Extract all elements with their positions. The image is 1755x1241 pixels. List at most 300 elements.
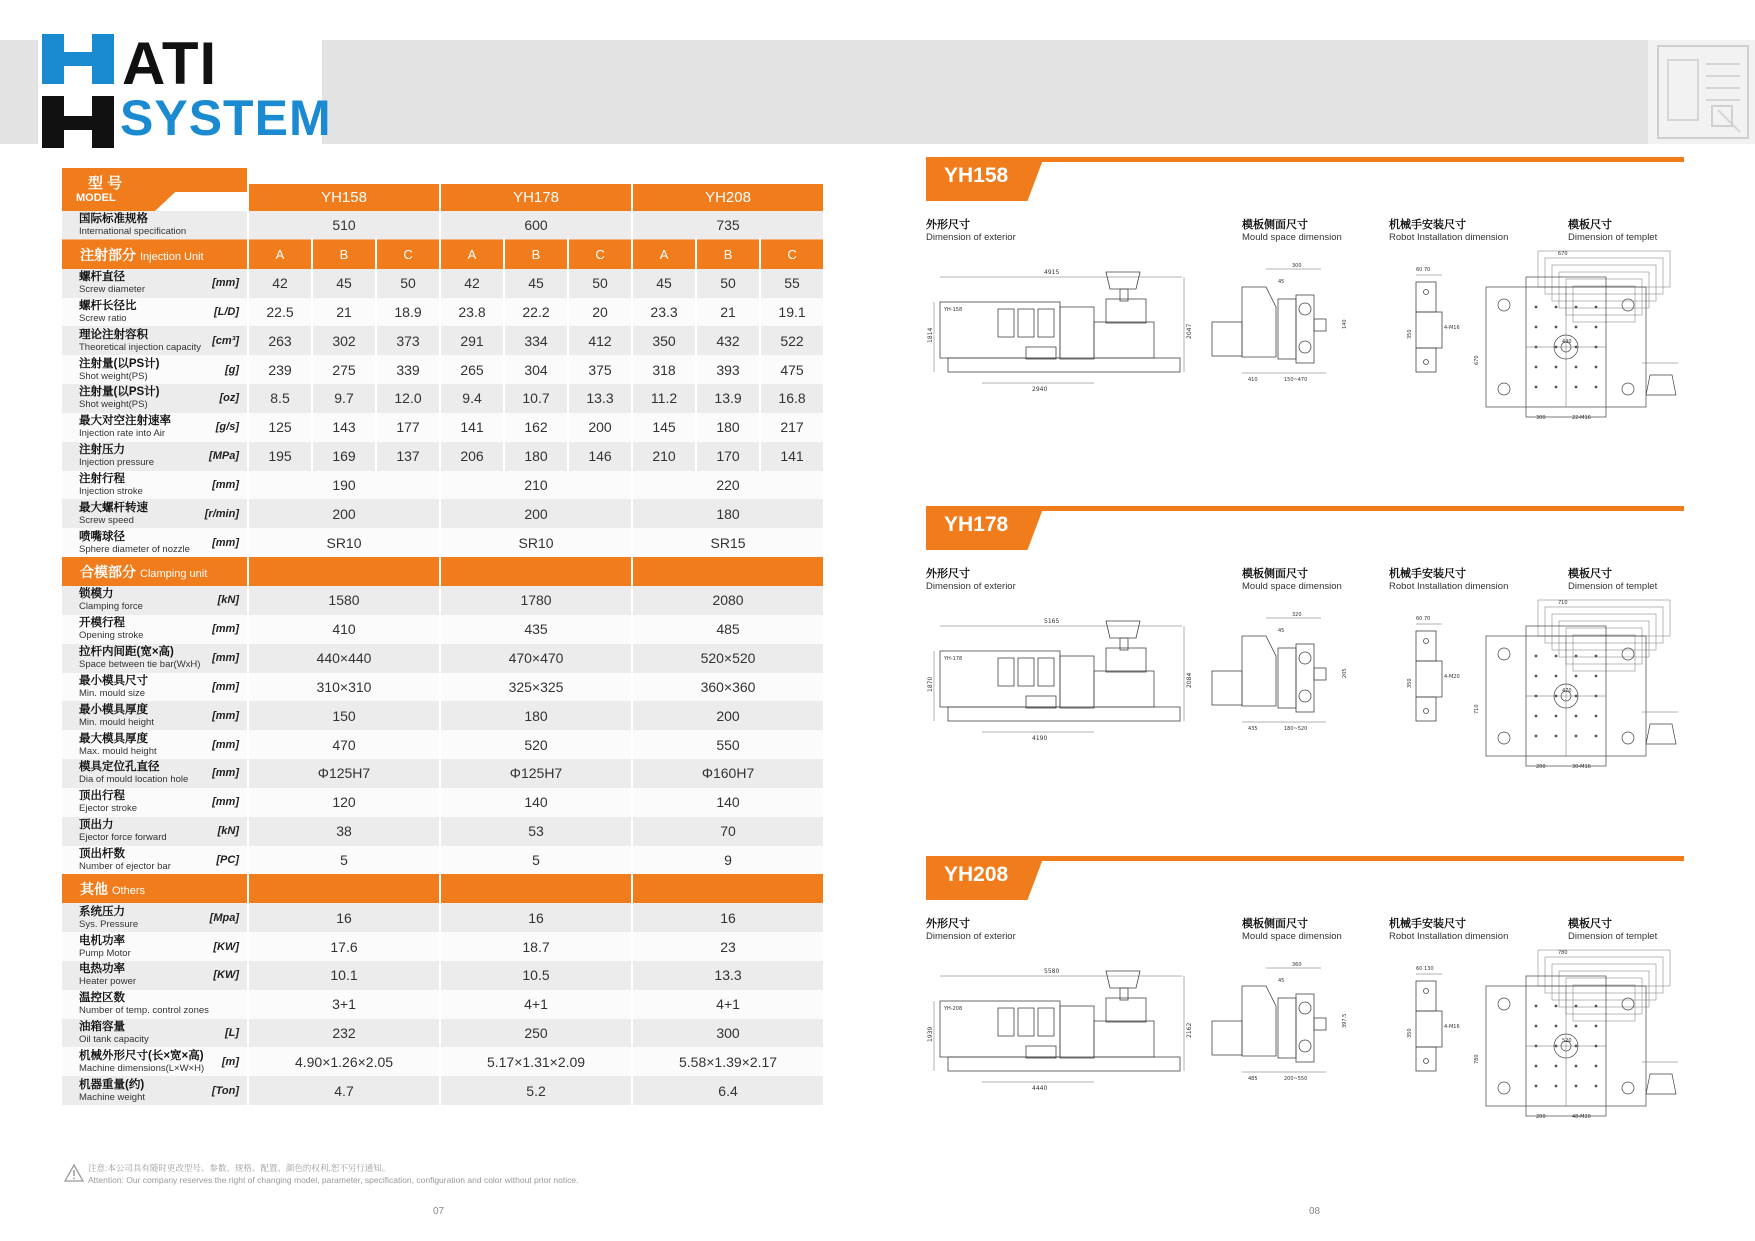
table-cell: 180 — [440, 701, 632, 730]
table-cell: 522 — [760, 326, 824, 355]
technical-drawing — [926, 596, 1686, 796]
label-en: Shot weight(PS) — [79, 370, 148, 382]
caption-en: Robot Installation dimension — [1389, 581, 1509, 592]
table-cell: 190 — [248, 471, 440, 500]
label-en: Min. mould height — [79, 716, 154, 728]
unit-label: [g/s] — [215, 421, 239, 434]
label-en: Space between tie bar(WxH) — [79, 659, 201, 671]
variant-label: B — [312, 240, 376, 269]
unit-label: [kN] — [217, 594, 239, 607]
table-cell: 1580 — [248, 586, 440, 615]
section-row-clamping — [62, 557, 824, 586]
caption-cn: 外形尺寸 — [926, 918, 970, 930]
table-cell: SR10 — [440, 528, 632, 557]
row-label — [62, 846, 248, 875]
label-cn: 喷嘴球径 — [79, 530, 125, 543]
caption-en: Dimension of exterior — [926, 581, 1016, 592]
table-cell: 5.2 — [440, 1076, 632, 1105]
caption-mould_space — [1242, 918, 1342, 943]
table-cell: 200 — [568, 413, 632, 442]
table-cell: 520×520 — [632, 644, 824, 673]
label-en: Opening stroke — [79, 630, 144, 642]
page-number-left: 07 — [433, 1206, 445, 1217]
robot-top-dim: 60 70 — [1416, 267, 1431, 273]
caption-en: Robot Installation dimension — [1389, 232, 1509, 243]
table-cell: 339 — [376, 355, 440, 384]
table-row — [62, 499, 824, 528]
unit-label: [mm] — [212, 652, 239, 665]
table-row — [62, 355, 824, 384]
caption-cn: 模板尺寸 — [1568, 918, 1612, 930]
robot-mount-drawing — [1416, 974, 1442, 1071]
table-cell: 302 — [312, 326, 376, 355]
label-en: Heater power — [79, 976, 137, 988]
table-cell: 11.2 — [632, 384, 696, 413]
table-cell: 5 — [248, 846, 440, 875]
model-band — [926, 157, 1684, 201]
table-cell: 470×470 — [440, 644, 632, 673]
table-cell: 141 — [440, 413, 504, 442]
label-cn: 注射行程 — [79, 473, 125, 486]
table-cell: 23.8 — [440, 298, 504, 327]
table-cell: 5.17×1.31×2.09 — [440, 1047, 632, 1076]
table-row — [62, 211, 824, 240]
table-cell: 12.0 — [376, 384, 440, 413]
caption-cn: 模板侧面尺寸 — [1242, 219, 1308, 231]
label-en: Max. mould height — [79, 745, 157, 757]
mould-space-drawing — [1212, 618, 1326, 722]
table-cell: 53 — [440, 817, 632, 846]
table-cell: 177 — [376, 413, 440, 442]
caption-cn: 外形尺寸 — [926, 219, 970, 231]
table-cell: 735 — [632, 211, 824, 240]
label-en: Ejector force forward — [79, 832, 167, 844]
model-header-cell — [632, 168, 824, 211]
model-label-cell — [62, 168, 248, 211]
machine-exterior-drawing — [934, 621, 1184, 732]
dimension-length: 4915 — [1044, 269, 1060, 276]
caption-cn: 机械手安装尺寸 — [1389, 918, 1466, 930]
caption-templet — [1568, 918, 1657, 943]
templet-drawing — [1486, 950, 1678, 1116]
mould-side-b: 200~550 — [1284, 1076, 1308, 1082]
table-cell: 23.3 — [632, 298, 696, 327]
table-cell: 16 — [632, 903, 824, 932]
row-label — [62, 1076, 248, 1105]
table-cell: 206 — [440, 442, 504, 471]
row-label — [62, 384, 248, 413]
caption-en: Dimension of templet — [1568, 232, 1658, 243]
caption-en: Dimension of exterior — [926, 931, 1016, 942]
model-header-row — [62, 168, 824, 211]
table-cell: 5 — [440, 846, 632, 875]
machine-plate-label: YH-158 — [944, 307, 963, 313]
dimension-height-right: 2162 — [1186, 1022, 1193, 1038]
label-cn: 顶出力 — [79, 819, 114, 832]
label-cn: 机器重量(约) — [79, 1078, 145, 1091]
label-cn: 油箱容量 — [79, 1021, 125, 1034]
table-row — [62, 413, 824, 442]
table-row — [62, 326, 824, 355]
table-cell: 239 — [248, 355, 312, 384]
caption-exterior — [926, 219, 1016, 244]
table-cell: 195 — [248, 442, 312, 471]
mould-space-drawing — [1212, 269, 1326, 373]
table-row — [62, 990, 824, 1019]
table-cell: 170 — [696, 442, 760, 471]
variant-label: C — [760, 240, 824, 269]
table-row — [62, 471, 824, 500]
table-cell: 42 — [248, 269, 312, 298]
table-row — [62, 298, 824, 327]
table-cell: 4+1 — [632, 990, 824, 1019]
dimension-length: 5580 — [1044, 968, 1060, 975]
table-row — [62, 384, 824, 413]
table-cell: 318 — [632, 355, 696, 384]
unit-label: [mm] — [212, 479, 239, 492]
row-label — [62, 961, 248, 990]
table-cell: 3+1 — [248, 990, 440, 1019]
label-cn: 螺杆直径 — [79, 271, 125, 284]
label-cn: 注射量(以PS计) — [79, 386, 160, 399]
caption-cn: 机械手安装尺寸 — [1389, 568, 1466, 580]
table-cell: 16 — [440, 903, 632, 932]
label-cn: 顶出行程 — [79, 790, 125, 803]
table-cell: SR10 — [248, 528, 440, 557]
mould-side-top: 360 — [1292, 962, 1302, 968]
table-cell: 510 — [248, 211, 440, 240]
robot-bolt: 4-M20 — [1444, 674, 1460, 680]
table-row — [62, 788, 824, 817]
label-cn: 系统压力 — [79, 905, 125, 918]
unit-label: [mm] — [212, 738, 239, 751]
mould-side-45: 45 — [1278, 628, 1285, 634]
table-cell: 410 — [248, 615, 440, 644]
row-label — [62, 903, 248, 932]
table-cell: 45 — [632, 269, 696, 298]
table-cell: Φ125H7 — [440, 759, 632, 788]
row-label — [62, 932, 248, 961]
table-cell: 4.90×1.26×2.05 — [248, 1047, 440, 1076]
table-cell: 145 — [632, 413, 696, 442]
label-cn: 注射量(以PS计) — [79, 357, 160, 370]
label-cn: 顶出杆数 — [79, 847, 125, 860]
unit-label: [mm] — [212, 680, 239, 693]
table-cell: 4.7 — [248, 1076, 440, 1105]
table-row — [62, 730, 824, 759]
label-en: Shot weight(PS) — [79, 399, 148, 411]
table-cell: 17.6 — [248, 932, 440, 961]
logo-mark-icon — [42, 34, 114, 148]
table-cell: 13.3 — [632, 961, 824, 990]
section-en: Injection Unit — [140, 250, 204, 263]
row-label — [62, 269, 248, 298]
robot-bolt: 4-M16 — [1444, 1024, 1460, 1030]
templet-width: 670 — [1558, 251, 1568, 257]
table-cell: 180 — [632, 499, 824, 528]
table-cell: 275 — [312, 355, 376, 384]
spec-table — [62, 168, 825, 1105]
table-cell: 120 — [248, 788, 440, 817]
table-row — [62, 903, 824, 932]
table-cell: 19.1 — [760, 298, 824, 327]
caption-en: Dimension of templet — [1568, 581, 1658, 592]
technical-drawing — [926, 247, 1686, 447]
table-cell: 20 — [568, 298, 632, 327]
unit-label: [KW] — [213, 940, 239, 953]
variant-label: A — [440, 240, 504, 269]
unit-label: [L] — [224, 1027, 239, 1040]
caption-robot — [1389, 568, 1508, 593]
table-cell: 162 — [504, 413, 568, 442]
label-cn: 机械外形尺寸(长×宽×高) — [79, 1049, 204, 1062]
table-cell: 210 — [440, 471, 632, 500]
label-cn: 开模行程 — [79, 617, 125, 630]
table-cell: SR15 — [632, 528, 824, 557]
caption-en: Dimension of templet — [1568, 931, 1658, 942]
row-label — [62, 499, 248, 528]
label-cn: 螺杆长径比 — [79, 299, 137, 312]
blueprint-icon — [1648, 40, 1755, 144]
dimension-base: 4190 — [1032, 735, 1048, 742]
row-label — [62, 586, 248, 615]
caption-robot — [1389, 918, 1508, 943]
table-cell: 21 — [696, 298, 760, 327]
templet-drawing — [1486, 251, 1678, 417]
table-cell: 250 — [440, 1019, 632, 1048]
label-en: Machine dimensions(L×W×H) — [79, 1062, 205, 1074]
band-model-name: YH158 — [944, 164, 1009, 187]
table-cell: 263 — [248, 326, 312, 355]
section-cn: 其他 — [80, 880, 108, 897]
table-cell: 50 — [696, 269, 760, 298]
robot-mount-drawing — [1416, 624, 1442, 721]
page-number-right: 08 — [1309, 1206, 1321, 1217]
table-cell: 485 — [632, 615, 824, 644]
row-label — [62, 298, 248, 327]
table-row — [62, 961, 824, 990]
model-band — [926, 856, 1684, 900]
label-en: International specification — [79, 226, 187, 238]
table-cell: 22.2 — [504, 298, 568, 327]
unit-label: [MPa] — [209, 450, 239, 463]
table-cell: 45 — [312, 269, 376, 298]
label-cn: 理论注射容积 — [79, 328, 148, 341]
table-cell: 5.58×1.39×2.17 — [632, 1047, 824, 1076]
templet-tiebar: 440 — [1562, 339, 1572, 345]
table-cell: 10.7 — [504, 384, 568, 413]
table-cell: 220 — [632, 471, 824, 500]
mould-space-drawing — [1212, 968, 1326, 1072]
table-cell: 137 — [376, 442, 440, 471]
model-header-cell — [248, 168, 440, 211]
row-label — [62, 211, 248, 240]
caption-en: Mould space dimension — [1242, 232, 1342, 243]
table-row — [62, 1019, 824, 1048]
templet-tiebar: 470 — [1562, 688, 1572, 694]
caption-templet — [1568, 219, 1657, 244]
templet-drawing — [1486, 600, 1678, 766]
variant-label: B — [696, 240, 760, 269]
brand-name-line1: ATI — [122, 30, 218, 97]
table-cell: 125 — [248, 413, 312, 442]
label-en: Machine weight — [79, 1091, 146, 1103]
mould-side-a: 485 — [1248, 1076, 1258, 1082]
dimension-base: 2940 — [1032, 386, 1048, 393]
table-cell: 141 — [760, 442, 824, 471]
templet-bottom: 200 — [1536, 764, 1546, 770]
caption-cn: 模板尺寸 — [1568, 568, 1612, 580]
section-label — [62, 240, 248, 269]
table-cell: 9.4 — [440, 384, 504, 413]
caption-cn: 模板侧面尺寸 — [1242, 918, 1308, 930]
section-en: Clamping unit — [140, 567, 208, 580]
table-cell: 169 — [312, 442, 376, 471]
row-label — [62, 673, 248, 702]
unit-label: [Mpa] — [209, 911, 239, 924]
table-cell: 13.3 — [568, 384, 632, 413]
dimension-height-right: 2047 — [1186, 323, 1193, 339]
row-label — [62, 442, 248, 471]
variant-label: C — [376, 240, 440, 269]
table-cell: 140 — [632, 788, 824, 817]
table-cell: 520 — [440, 730, 632, 759]
table-cell: 42 — [440, 269, 504, 298]
table-cell: 150 — [248, 701, 440, 730]
table-cell: 210 — [632, 442, 696, 471]
caption-exterior — [926, 918, 1016, 943]
mould-side-top: 320 — [1292, 612, 1302, 618]
table-cell: 50 — [568, 269, 632, 298]
unit-label: [KW] — [213, 969, 239, 982]
templet-width: 710 — [1558, 600, 1568, 606]
robot-top-dim: 60 70 — [1416, 616, 1431, 622]
label-cn: 国际标准规格 — [79, 213, 148, 226]
caption-en: Dimension of exterior — [926, 232, 1016, 243]
table-cell: 8.5 — [248, 384, 312, 413]
label-en: Injection stroke — [79, 486, 143, 498]
unit-label: [m] — [221, 1055, 239, 1068]
table-row — [62, 759, 824, 788]
label-en: Oil tank capacity — [79, 1034, 149, 1046]
table-row — [62, 615, 824, 644]
table-row — [62, 269, 824, 298]
label-en: Screw ratio — [79, 312, 127, 324]
mould-side-45: 45 — [1278, 279, 1285, 285]
unit-label: [mm] — [212, 536, 239, 549]
table-cell: 140 — [440, 788, 632, 817]
table-cell: 475 — [760, 355, 824, 384]
machine-exterior-drawing — [934, 272, 1184, 383]
label-en: Injection pressure — [79, 457, 154, 469]
machine-plate-label: YH-208 — [944, 1006, 963, 1012]
table-cell: 143 — [312, 413, 376, 442]
label-cn: 锁模力 — [79, 588, 114, 601]
label-en: Sys. Pressure — [79, 918, 139, 930]
label-cn: 模具定位孔直径 — [79, 761, 160, 774]
row-label — [62, 326, 248, 355]
robot-mount-drawing — [1416, 275, 1442, 372]
label-cn: 注射压力 — [79, 444, 125, 457]
templet-bolt: 22-M16 — [1572, 415, 1591, 421]
row-label — [62, 730, 248, 759]
row-label — [62, 528, 248, 557]
notice-cn: 注意:本公司具有随时更改型号、参数、规格、配置、颜色的权利,恕不另行通知。 — [88, 1163, 391, 1173]
table-cell: 10.1 — [248, 961, 440, 990]
model-header-cell — [440, 168, 632, 211]
caption-exterior — [926, 568, 1016, 593]
table-cell: 4+1 — [440, 990, 632, 1019]
section-row-injection — [62, 240, 824, 269]
label-en: Ejector stroke — [79, 803, 138, 815]
caption-templet — [1568, 568, 1657, 593]
caption-en: Mould space dimension — [1242, 581, 1342, 592]
notice — [64, 1162, 578, 1186]
label-en: Injection rate into Air — [79, 428, 166, 440]
table-cell: 373 — [376, 326, 440, 355]
mould-side-a: 410 — [1248, 377, 1258, 383]
label-en: Screw diameter — [79, 284, 145, 296]
templet-bolt: 48-M20 — [1572, 1114, 1591, 1120]
unit-label: [PC] — [216, 853, 239, 866]
table-cell: 200 — [440, 499, 632, 528]
table-cell: 350 — [632, 326, 696, 355]
model-name: YH178 — [441, 184, 631, 211]
label-en: Number of temp. control zones — [79, 1005, 209, 1017]
dimension-base: 4440 — [1032, 1085, 1048, 1092]
row-label — [62, 1047, 248, 1076]
warning-icon — [64, 1164, 84, 1182]
table-cell: Φ160H7 — [632, 759, 824, 788]
templet-bottom: 200 — [1536, 1114, 1546, 1120]
mould-side-a: 435 — [1248, 726, 1258, 732]
variant-label: A — [632, 240, 696, 269]
caption-cn: 机械手安装尺寸 — [1389, 219, 1466, 231]
mould-side-b: 150~470 — [1284, 377, 1308, 383]
section-label — [62, 874, 248, 903]
table-cell: 13.9 — [696, 384, 760, 413]
table-cell: 217 — [760, 413, 824, 442]
table-cell: 470 — [248, 730, 440, 759]
row-label — [62, 355, 248, 384]
machine-exterior-drawing — [934, 971, 1184, 1082]
variant-label: A — [248, 240, 312, 269]
label-cn: 最大对空注射速率 — [79, 415, 171, 428]
templet-tiebar: 520 — [1562, 1038, 1572, 1044]
caption-cn: 模板侧面尺寸 — [1242, 568, 1308, 580]
table-cell: 435 — [440, 615, 632, 644]
table-cell: 55 — [760, 269, 824, 298]
table-cell: Φ125H7 — [248, 759, 440, 788]
table-row — [62, 528, 824, 557]
table-cell: 9.7 — [312, 384, 376, 413]
table-cell: 334 — [504, 326, 568, 355]
label-en: Sphere diameter of nozzle — [79, 543, 190, 555]
table-row — [62, 1047, 824, 1076]
robot-height: 350 — [1407, 1028, 1413, 1038]
dimension-height-left: 1814 — [927, 327, 934, 343]
table-row — [62, 846, 824, 875]
table-row — [62, 1076, 824, 1105]
unit-label: [cm³] — [212, 334, 239, 347]
corner-decoration — [1648, 40, 1755, 144]
table-cell: 18.9 — [376, 298, 440, 327]
model-band — [926, 506, 1684, 550]
table-cell: 550 — [632, 730, 824, 759]
section-en: Others — [112, 884, 146, 897]
label-cn: 最大模具厚度 — [79, 732, 148, 745]
robot-height: 350 — [1407, 678, 1413, 688]
